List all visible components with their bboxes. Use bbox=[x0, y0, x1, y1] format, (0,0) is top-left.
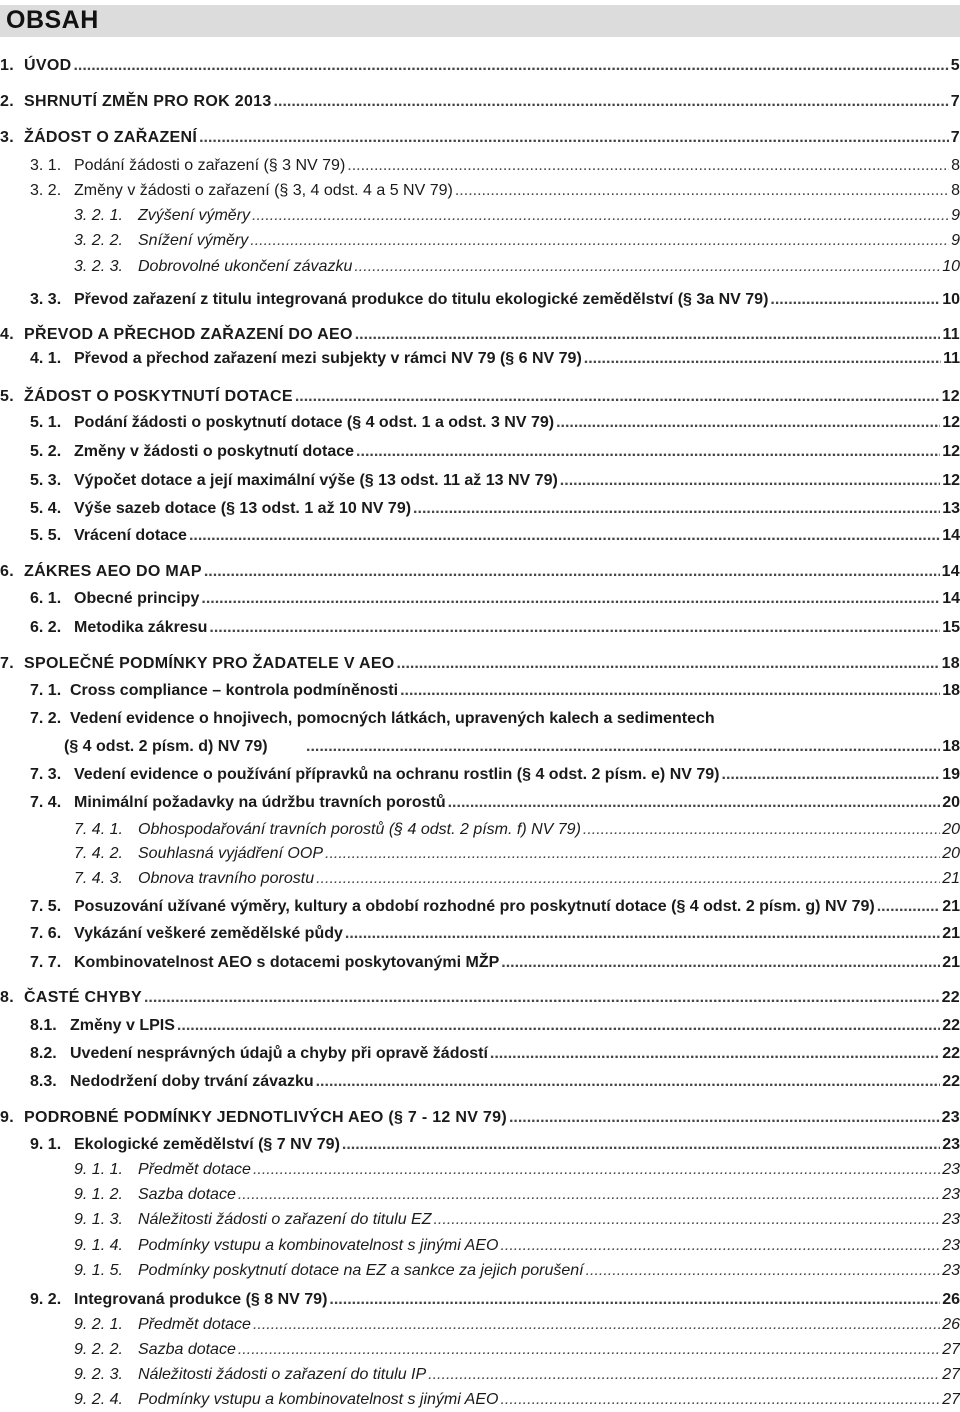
toc-entry[interactable] bbox=[74, 1363, 960, 1387]
toc-entry-label: Podmínky vstupu a kombinovatelnost s jinými AEO bbox=[138, 1391, 499, 1408]
toc-entry-label: Podmínky vstupu a kombinovatelnost s jinými AEO bbox=[138, 1237, 499, 1254]
toc-leader-dots bbox=[250, 229, 949, 253]
toc-leader-dots bbox=[345, 922, 940, 946]
toc-entry-number: 7. bbox=[0, 655, 14, 672]
toc-entry-label: Náležitosti žádosti o zařazení do titulu EZ bbox=[138, 1211, 432, 1228]
toc-entry-page: 22 bbox=[941, 989, 960, 1006]
toc-entry-number: 8.3. bbox=[30, 1073, 57, 1090]
toc-leader-dots bbox=[329, 1288, 940, 1312]
toc-entry-label: PŘEVOD A PŘECHOD ZAŘAZENÍ DO AEO bbox=[24, 326, 353, 343]
toc-entry-number: 9. 1. 1. bbox=[74, 1161, 123, 1178]
toc-entry-label: Vedení evidence o hnojivech, pomocných látkách, upravených kalech a sedimentech bbox=[70, 710, 715, 727]
toc-entry-7-2[interactable] bbox=[30, 707, 715, 731]
toc-entry-label: Integrovaná produkce (§ 8 NV 79) bbox=[74, 1291, 328, 1308]
toc-entry-number: 7. 5. bbox=[30, 898, 62, 915]
toc-entry-label: Cross compliance – kontrola podmíněnosti bbox=[70, 682, 399, 699]
toc-entry-number: 5. 5. bbox=[30, 527, 62, 544]
toc-leader-dots bbox=[253, 1158, 940, 1182]
toc-entry[interactable] bbox=[30, 679, 960, 703]
toc-entry-page: 9 bbox=[951, 207, 960, 224]
toc-entry[interactable] bbox=[30, 1288, 960, 1312]
toc-leader-dots bbox=[556, 411, 940, 435]
toc-entry-page: 27 bbox=[942, 1391, 960, 1408]
toc-entry-page: 12 bbox=[942, 472, 960, 489]
toc-entry[interactable] bbox=[0, 385, 960, 409]
toc-entry-page: 23 bbox=[942, 1136, 960, 1153]
toc-leader-dots bbox=[252, 204, 949, 228]
toc-entry-page: 27 bbox=[942, 1341, 960, 1358]
toc-entry-label: Sazba dotace bbox=[138, 1341, 236, 1358]
toc-entry-label: Nedodržení doby trvání závazku bbox=[70, 1073, 314, 1090]
toc-entry-number: 5. bbox=[0, 388, 14, 405]
toc-entry-label: SHRNUTÍ ZMĚN PRO ROK 2013 bbox=[24, 93, 272, 110]
toc-entry-label: Podání žádosti o poskytnutí dotace (§ 4 odst. 1 a odst. 3 NV 79) bbox=[74, 414, 555, 431]
toc-entry[interactable] bbox=[30, 411, 960, 435]
toc-entry[interactable] bbox=[74, 1234, 960, 1258]
toc-entry-page: 7 bbox=[950, 129, 960, 146]
toc-leader-dots bbox=[209, 616, 940, 640]
page-title: OBSAH bbox=[6, 6, 99, 34]
toc-entry-page: 23 bbox=[941, 1109, 960, 1126]
toc-leader-dots bbox=[722, 763, 941, 787]
toc-entry[interactable] bbox=[30, 616, 960, 640]
toc-entry[interactable] bbox=[30, 440, 960, 464]
toc-entry[interactable] bbox=[30, 1070, 960, 1094]
toc-entry-label: Metodika zákresu bbox=[74, 619, 208, 636]
toc-entry-label: Sazba dotace bbox=[138, 1186, 236, 1203]
toc-entry-label: ČASTÉ CHYBY bbox=[24, 989, 142, 1006]
toc-entry[interactable] bbox=[74, 1208, 960, 1232]
toc-entry-label: Výše sazeb dotace (§ 13 odst. 1 až 10 NV 79) bbox=[74, 500, 412, 517]
toc-leader-dots bbox=[500, 1234, 940, 1258]
toc-entry[interactable] bbox=[74, 204, 960, 228]
toc-leader-dots bbox=[448, 791, 941, 815]
toc-entry-number: 7. 4. 3. bbox=[74, 870, 123, 887]
toc-entry-label: Obhospodařování travních porostů (§ 4 odst. 2 písm. f) NV 79) bbox=[138, 821, 581, 838]
toc-entry-page: 20 bbox=[942, 821, 960, 838]
toc-entry-label: Kombinovatelnost AEO s dotacemi poskytovanými MŽP bbox=[74, 954, 500, 971]
toc-entry-page: 19 bbox=[942, 766, 960, 783]
toc-leader-dots bbox=[413, 497, 940, 521]
toc-leader-dots bbox=[586, 1259, 941, 1283]
toc-entry-number: 7. 2. bbox=[30, 710, 62, 727]
toc-entry[interactable] bbox=[30, 288, 960, 312]
toc-entry-label: Podání žádosti o zařazení (§ 3 NV 79) bbox=[74, 157, 346, 174]
toc-leader-dots bbox=[253, 1313, 940, 1337]
toc-entry-number: 9. 2. 4. bbox=[74, 1391, 123, 1408]
toc-entry-page: 21 bbox=[942, 898, 960, 915]
toc-leader-dots bbox=[428, 1363, 940, 1387]
toc-leader-dots bbox=[306, 735, 940, 759]
toc-entry-label: Změny v žádosti o poskytnutí dotace bbox=[74, 443, 355, 460]
toc-entry[interactable] bbox=[30, 347, 960, 371]
toc-entry-page: 22 bbox=[942, 1073, 960, 1090]
toc-entry-number: 8.2. bbox=[30, 1045, 57, 1062]
toc-entry-label: Vykázání veškeré zemědělské půdy bbox=[74, 925, 343, 942]
toc-entry-page: 5 bbox=[950, 57, 960, 74]
toc-leader-dots bbox=[583, 818, 940, 842]
toc-entry-page: 12 bbox=[941, 388, 960, 405]
toc-entry[interactable] bbox=[74, 842, 960, 866]
toc-leader-dots bbox=[189, 524, 940, 548]
toc-leader-dots bbox=[400, 679, 940, 703]
toc-entry-number: 5. 2. bbox=[30, 443, 62, 460]
toc-entry-number: 7. 1. bbox=[30, 682, 62, 699]
toc-entry-label: ŽÁDOST O POSKYTNUTÍ DOTACE bbox=[24, 388, 293, 405]
toc-entry-label: Změny v LPIS bbox=[70, 1017, 175, 1034]
toc-entry-number: 2. bbox=[0, 93, 14, 110]
toc-entry-page: 11 bbox=[942, 326, 960, 343]
toc-entry-page: 22 bbox=[942, 1045, 960, 1062]
toc-leader-dots bbox=[433, 1208, 940, 1232]
toc-entry-page: 21 bbox=[942, 870, 960, 887]
toc-leader-dots bbox=[325, 842, 940, 866]
toc-entry-number: 9. 1. 4. bbox=[74, 1237, 123, 1254]
toc-entry-label: Převod a přechod zařazení mezi subjekty v rámci NV 79 (§ 6 NV 79) bbox=[74, 350, 582, 367]
toc-entry[interactable] bbox=[30, 1014, 960, 1038]
toc-entry-number: 3. 2. 1. bbox=[74, 207, 123, 224]
toc-entry-page: 14 bbox=[942, 590, 960, 607]
toc-entry-page: 12 bbox=[942, 443, 960, 460]
toc-entry-label: Snížení výměry bbox=[138, 232, 249, 249]
toc-entry-page: 8 bbox=[951, 182, 960, 199]
toc-entry-number: 6. bbox=[0, 563, 14, 580]
toc-leader-dots bbox=[177, 1014, 940, 1038]
toc-entry-page: 14 bbox=[941, 563, 960, 580]
toc-entry-label: Předmět dotace bbox=[138, 1316, 251, 1333]
toc-entry-page: 12 bbox=[942, 414, 960, 431]
toc-entry-label: Výpočet dotace a její maximální výše (§ 13 odst. 11 až 13 NV 79) bbox=[74, 472, 558, 489]
toc-entry[interactable] bbox=[74, 1338, 960, 1362]
toc-entry[interactable] bbox=[0, 126, 960, 150]
toc-entry[interactable] bbox=[30, 791, 960, 815]
toc-entry[interactable] bbox=[30, 587, 960, 611]
toc-leader-dots bbox=[316, 1070, 941, 1094]
toc-entry-number: 7. 4. 1. bbox=[74, 821, 123, 838]
toc-leader-dots bbox=[354, 255, 940, 279]
toc-entry-page: 20 bbox=[942, 794, 960, 811]
toc-entry-page: 21 bbox=[942, 954, 960, 971]
toc-entry-page: 9 bbox=[951, 232, 960, 249]
toc-leader-dots bbox=[560, 469, 940, 493]
toc-entry-number: 3. 3. bbox=[30, 291, 62, 308]
toc-entry[interactable] bbox=[0, 652, 960, 676]
toc-entry-page: 23 bbox=[942, 1262, 960, 1279]
toc-leader-dots bbox=[770, 288, 940, 312]
toc-entry-label: Předmět dotace bbox=[138, 1161, 251, 1178]
toc-entry-label: ÚVOD bbox=[24, 57, 72, 74]
toc-entry[interactable] bbox=[30, 524, 960, 548]
toc-entry-label: Zvýšení výměry bbox=[138, 207, 251, 224]
toc-entry-label: Souhlasná vyjádření OOP bbox=[138, 845, 323, 862]
toc-entry-number: 7. 6. bbox=[30, 925, 62, 942]
toc-entry-number: 5. 3. bbox=[30, 472, 62, 489]
toc-entry[interactable] bbox=[0, 90, 960, 114]
toc-entry-label: Dobrovolné ukončení závazku bbox=[138, 258, 353, 275]
toc-leader-dots bbox=[397, 652, 940, 676]
toc-entry[interactable] bbox=[0, 1106, 960, 1130]
toc-entry-number: 9. 2. 1. bbox=[74, 1316, 123, 1333]
toc-entry[interactable] bbox=[30, 154, 960, 178]
toc-entry[interactable] bbox=[0, 560, 960, 584]
toc-entry-page: 7 bbox=[950, 93, 960, 110]
toc-leader-dots bbox=[295, 385, 940, 409]
toc-entry-label: Posuzování užívané výměry, kultury a období rozhodné pro poskytnutí dotace (§ 4 odst. 2 písm. g) NV 79) bbox=[74, 898, 875, 915]
toc-entry-number: 4. bbox=[0, 326, 14, 343]
toc-entry-page: 18 bbox=[941, 655, 960, 672]
toc-entry-number: 9. 1. 3. bbox=[74, 1211, 123, 1228]
toc-entry-page: 18 bbox=[942, 682, 960, 699]
toc-entry-page: 15 bbox=[942, 619, 960, 636]
toc-entry-page: 23 bbox=[942, 1161, 960, 1178]
toc-entry-number: 9. 1. 5. bbox=[74, 1262, 123, 1279]
toc-entry-number: 6. 2. bbox=[30, 619, 62, 636]
toc-leader-dots bbox=[204, 560, 940, 584]
toc-entry[interactable] bbox=[74, 1158, 960, 1182]
toc-leader-dots bbox=[877, 895, 940, 919]
toc-leader-dots bbox=[356, 440, 940, 464]
toc-entry-label: PODROBNÉ PODMÍNKY JEDNOTLIVÝCH AEO (§ 7 - 12 NV 79) bbox=[24, 1109, 507, 1126]
toc-entry-label: SPOLEČNÉ PODMÍNKY PRO ŽADATELE V AEO bbox=[24, 655, 395, 672]
toc-entry-number: 3. 1. bbox=[30, 157, 62, 174]
toc-entry-page: 20 bbox=[942, 845, 960, 862]
toc-entry-page: 23 bbox=[942, 1186, 960, 1203]
toc-entry[interactable] bbox=[74, 229, 960, 253]
toc-entry-label: Náležitosti žádosti o zařazení do titulu IP bbox=[138, 1366, 427, 1383]
toc-entry[interactable] bbox=[74, 1183, 960, 1207]
toc-entry-label: ŽÁDOST O ZAŘAZENÍ bbox=[24, 129, 198, 146]
toc-entry-number: 5. 1. bbox=[30, 414, 62, 431]
toc-entry[interactable] bbox=[74, 255, 960, 279]
toc-entry[interactable] bbox=[74, 1259, 960, 1283]
toc-entry-number: 9. 1. bbox=[30, 1136, 62, 1153]
toc-leader-dots bbox=[500, 1388, 940, 1412]
toc-entry[interactable] bbox=[30, 497, 960, 521]
toc-entry-label: Obnova travního porostu bbox=[138, 870, 315, 887]
toc-entry[interactable] bbox=[0, 323, 960, 347]
toc-entry-number: 5. 4. bbox=[30, 500, 62, 517]
toc-entry[interactable] bbox=[30, 922, 960, 946]
toc-entry-number: 7. 4. 2. bbox=[74, 845, 123, 862]
toc-entry-number: 3. 2. bbox=[30, 182, 62, 199]
toc-entry-page: 27 bbox=[942, 1366, 960, 1383]
toc-leader-dots bbox=[316, 867, 940, 891]
toc-entry-number: 8. bbox=[0, 989, 14, 1006]
toc-entry-page: 13 bbox=[942, 500, 960, 517]
toc-entry[interactable] bbox=[30, 895, 960, 919]
toc-entry-number: 9. 1. 2. bbox=[74, 1186, 123, 1203]
toc-entry-page: 22 bbox=[942, 1017, 960, 1034]
toc-leader-dots bbox=[238, 1183, 940, 1207]
toc-entry-label: Podmínky poskytnutí dotace na EZ a sankce za jejich porušení bbox=[138, 1262, 584, 1279]
toc-leader-dots bbox=[584, 347, 941, 371]
toc-leader-dots bbox=[199, 126, 949, 150]
toc-entry-number: 4. 1. bbox=[30, 350, 62, 367]
toc-entry-label: Uvedení nesprávných údajů a chyby při opravě žádostí bbox=[70, 1045, 488, 1062]
toc-entry-label: Vedení evidence o používání přípravků na ochranu rostlin (§ 4 odst. 2 písm. e) NV 79) bbox=[74, 766, 720, 783]
toc-entry[interactable] bbox=[74, 1388, 960, 1412]
toc-entry-label: ZÁKRES AEO DO MAP bbox=[24, 563, 202, 580]
toc-entry-number: 6. 1. bbox=[30, 590, 62, 607]
toc-entry-page: 11 bbox=[943, 350, 960, 367]
toc-entry-page: 10 bbox=[942, 291, 960, 308]
toc-entry-page: 26 bbox=[942, 1316, 960, 1333]
toc-entry-label: Obecné principy bbox=[74, 590, 200, 607]
toc-leader-dots bbox=[342, 1133, 940, 1157]
toc-entry-page: 18 bbox=[942, 738, 960, 755]
toc-entry-page: 21 bbox=[942, 925, 960, 942]
toc-leader-dots bbox=[73, 54, 948, 78]
toc-leader-dots bbox=[455, 179, 949, 203]
toc-entry-number: 1. bbox=[0, 57, 14, 74]
toc-leader-dots bbox=[144, 986, 940, 1010]
toc-entry-label: Minimální požadavky na údržbu travních porostů bbox=[74, 794, 446, 811]
toc-entry-page: 10 bbox=[942, 258, 960, 275]
toc-entry[interactable] bbox=[74, 1313, 960, 1337]
toc-entry-label: Převod zařazení z titulu integrovaná produkce do titulu ekologické zemědělství (§ 3a NV 79) bbox=[74, 291, 769, 308]
toc-entry[interactable] bbox=[74, 818, 960, 842]
toc-leader-dots bbox=[501, 951, 940, 975]
toc-entry-number: (§ 4 odst. 2 písm. d) NV 79) bbox=[64, 738, 268, 755]
toc-entry[interactable] bbox=[30, 763, 960, 787]
toc-entry-page: 26 bbox=[942, 1291, 960, 1308]
toc-entry-page: 14 bbox=[942, 527, 960, 544]
toc-entry[interactable] bbox=[30, 1133, 960, 1157]
toc-entry[interactable] bbox=[30, 951, 960, 975]
toc-entry-page: 23 bbox=[942, 1211, 960, 1228]
toc-leader-dots bbox=[201, 587, 940, 611]
toc-entry-number: 3. bbox=[0, 129, 14, 146]
toc-entry[interactable] bbox=[74, 867, 960, 891]
toc-leader-dots bbox=[355, 323, 941, 347]
toc-entry-number: 7. 7. bbox=[30, 954, 62, 971]
toc-entry[interactable] bbox=[30, 1042, 960, 1066]
toc-entry-number: 9. bbox=[0, 1109, 14, 1126]
toc-entry-number: 7. 3. bbox=[30, 766, 62, 783]
toc-entry-page: 8 bbox=[951, 157, 960, 174]
toc-entry-number: 9. 2. bbox=[30, 1291, 62, 1308]
toc-entry[interactable] bbox=[0, 986, 960, 1010]
toc-entry-number: 3. 2. 2. bbox=[74, 232, 123, 249]
toc-leader-dots bbox=[509, 1106, 940, 1130]
toc-entry-number: 8.1. bbox=[30, 1017, 57, 1034]
toc-entry-number: 3. 2. 3. bbox=[74, 258, 123, 275]
title-bar bbox=[0, 5, 960, 37]
toc-entry[interactable] bbox=[64, 735, 960, 759]
toc-leader-dots bbox=[490, 1042, 940, 1066]
toc-entry-page: 23 bbox=[942, 1237, 960, 1254]
toc-leader-dots bbox=[238, 1338, 940, 1362]
toc-entry-label: Ekologické zemědělství (§ 7 NV 79) bbox=[74, 1136, 340, 1153]
toc-entry[interactable] bbox=[30, 469, 960, 493]
toc-leader-dots bbox=[274, 90, 949, 114]
toc-entry-number: 9. 2. 2. bbox=[74, 1341, 123, 1358]
toc-entry-label: Změny v žádosti o zařazení (§ 3, 4 odst. 4 a 5 NV 79) bbox=[74, 182, 453, 199]
toc-entry-number: 9. 2. 3. bbox=[74, 1366, 123, 1383]
toc-entry-label: Vrácení dotace bbox=[74, 527, 187, 544]
toc-leader-dots bbox=[347, 154, 949, 178]
toc-entry[interactable] bbox=[0, 54, 960, 78]
toc-entry-number: 7. 4. bbox=[30, 794, 62, 811]
toc-entry[interactable] bbox=[30, 179, 960, 203]
